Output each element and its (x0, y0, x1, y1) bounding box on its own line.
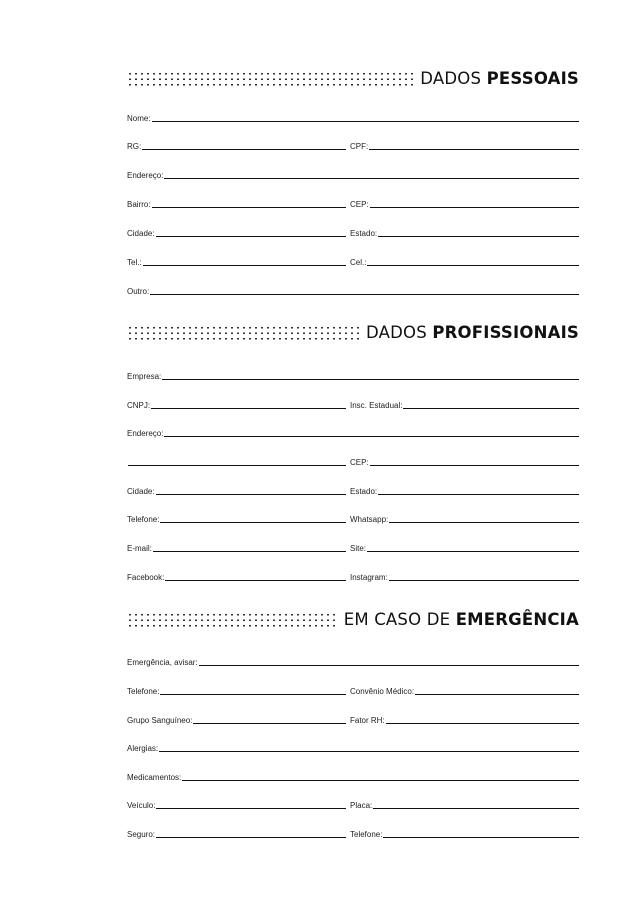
section-title-bold: PROFISSIONAIS (432, 323, 579, 342)
field-label: E-mail: (127, 544, 152, 553)
write-line[interactable] (151, 408, 346, 409)
field-label: Veículo: (127, 801, 156, 810)
field-label: RG: (127, 142, 142, 151)
form-row (127, 139, 579, 151)
write-line[interactable] (142, 149, 346, 150)
write-line[interactable] (152, 121, 579, 122)
write-line[interactable] (383, 837, 579, 838)
field-label: CEP: (350, 200, 369, 209)
field-label: CEP: (350, 458, 369, 467)
instagram-field[interactable] (350, 570, 579, 582)
write-line[interactable] (164, 436, 579, 437)
form-row (127, 284, 579, 296)
write-line[interactable] (165, 580, 346, 581)
form-row (127, 827, 579, 839)
cidade-field[interactable] (127, 226, 346, 238)
field-label: Cidade: (127, 487, 155, 496)
field-label: CPF: (350, 142, 369, 151)
write-line[interactable] (159, 751, 579, 752)
section-title-bold: PESSOAIS (486, 69, 579, 88)
write-line[interactable] (156, 808, 346, 809)
field-label: Emergência, avisar: (127, 658, 198, 667)
outro-field[interactable] (127, 284, 579, 296)
field-label: Endereço: (127, 171, 164, 180)
section-header-dados-profissionais (127, 322, 579, 344)
section-title (420, 68, 579, 90)
dot-pattern (127, 612, 339, 628)
form-row (127, 541, 579, 553)
insc-estadual-field[interactable] (350, 398, 579, 410)
field-label: Fator RH: (350, 716, 385, 725)
field-label: Bairro: (127, 200, 151, 209)
endereco-field[interactable] (127, 426, 579, 438)
write-line[interactable] (389, 580, 579, 581)
write-line[interactable] (182, 780, 579, 781)
form-row (127, 398, 579, 410)
facebook-field[interactable] (127, 570, 346, 582)
field-label: Nome: (127, 114, 151, 123)
write-line[interactable] (156, 837, 346, 838)
field-label: Convênio Médico: (350, 687, 415, 696)
write-line[interactable] (415, 694, 579, 695)
field-label: Empresa: (127, 372, 162, 381)
field-label: Estado: (350, 487, 378, 496)
convenio-medico-field[interactable] (350, 684, 579, 696)
field-label: Cidade: (127, 229, 155, 238)
medicamentos-field[interactable] (127, 770, 579, 782)
section-title (344, 609, 579, 631)
write-line[interactable] (370, 465, 579, 466)
write-line[interactable] (143, 265, 346, 266)
cnpj-field[interactable] (127, 398, 346, 410)
telefone-field[interactable] (127, 512, 346, 524)
grupo-sanguineo-field[interactable] (127, 713, 346, 725)
form-row (127, 484, 579, 496)
form-row (127, 570, 579, 582)
field-label: Estado: (350, 229, 378, 238)
write-line[interactable] (153, 551, 346, 552)
seguro-field[interactable] (127, 827, 346, 839)
form-row (127, 168, 579, 180)
dot-pattern (127, 71, 415, 87)
field-label: Site: (350, 544, 367, 553)
emergencia-avisar-field[interactable] (127, 655, 579, 667)
cidade-field[interactable] (127, 484, 346, 496)
endereco-continuation-field[interactable] (127, 455, 346, 467)
section-title-light: DADOS (420, 69, 487, 88)
bairro-field[interactable] (127, 197, 346, 209)
write-line[interactable] (373, 808, 579, 809)
section-title (366, 322, 579, 344)
field-label: Telefone: (127, 687, 160, 696)
section-header-dados-pessoais (127, 68, 579, 90)
write-line[interactable] (150, 294, 579, 295)
cep-field[interactable] (350, 455, 579, 467)
form-row (127, 111, 579, 123)
write-line[interactable] (162, 379, 579, 380)
write-line[interactable] (367, 551, 579, 552)
endereco-field[interactable] (127, 168, 579, 180)
field-label: Cel.: (350, 258, 367, 267)
write-line[interactable] (386, 723, 579, 724)
form-row (127, 684, 579, 696)
alergias-field[interactable] (127, 741, 579, 753)
write-line[interactable] (160, 522, 346, 523)
field-label: Telefone: (350, 830, 383, 839)
section-title-light: DADOS (366, 323, 433, 342)
field-label: Outro: (127, 287, 150, 296)
write-line[interactable] (160, 694, 346, 695)
field-label: Endereço: (127, 429, 164, 438)
section-title-bold: EMERGÊNCIA (455, 610, 579, 629)
field-label: Tel.: (127, 258, 142, 267)
field-label: Placa: (350, 801, 373, 810)
write-line[interactable] (152, 207, 346, 208)
form-row (127, 255, 579, 267)
estado-field[interactable] (350, 226, 579, 238)
form-row (127, 512, 579, 524)
write-line[interactable] (403, 408, 579, 409)
write-line[interactable] (378, 494, 579, 495)
form-row (127, 455, 579, 467)
form-row (127, 741, 579, 753)
form-row (127, 798, 579, 810)
rg-field[interactable] (127, 139, 346, 151)
field-label: Telefone: (127, 515, 160, 524)
field-label: Medicamentos: (127, 773, 182, 782)
form-row (127, 770, 579, 782)
field-label: Grupo Sanguíneo: (127, 716, 193, 725)
write-line[interactable] (378, 236, 579, 237)
field-label: CNPJ: (127, 401, 151, 410)
form-row (127, 226, 579, 238)
section-title-light: EM CASO DE (343, 610, 456, 629)
estado-field[interactable] (350, 484, 579, 496)
form-row (127, 426, 579, 438)
email-field[interactable] (127, 541, 346, 553)
field-label: Insc. Estadual: (350, 401, 403, 410)
form-row (127, 713, 579, 725)
write-line[interactable] (369, 149, 579, 150)
write-line[interactable] (193, 723, 346, 724)
cpf-field[interactable] (350, 139, 579, 151)
form-row (127, 655, 579, 667)
nome-field[interactable] (127, 111, 579, 123)
cep-field[interactable] (350, 197, 579, 209)
whatsapp-field[interactable] (350, 512, 579, 524)
write-line[interactable] (370, 207, 579, 208)
write-line[interactable] (156, 494, 346, 495)
site-field[interactable] (350, 541, 579, 553)
fator-rh-field[interactable] (350, 713, 579, 725)
form-row (127, 369, 579, 381)
form-row (127, 197, 579, 209)
field-label: Facebook: (127, 573, 165, 582)
tel-field[interactable] (127, 255, 346, 267)
seguro-telefone-field[interactable] (350, 827, 579, 839)
write-line[interactable] (128, 465, 346, 466)
veiculo-field[interactable] (127, 798, 346, 810)
field-label: Seguro: (127, 830, 156, 839)
cel-field[interactable] (350, 255, 579, 267)
telefone-field[interactable] (127, 684, 346, 696)
write-line[interactable] (156, 236, 346, 237)
field-label: Whatsapp: (350, 515, 389, 524)
field-label: Alergias: (127, 744, 159, 753)
write-line[interactable] (389, 522, 579, 523)
write-line[interactable] (367, 265, 579, 266)
field-label: Instagram: (350, 573, 388, 582)
write-line[interactable] (164, 178, 579, 179)
dot-pattern (127, 325, 361, 341)
section-header-emergencia (127, 609, 579, 631)
placa-field[interactable] (350, 798, 579, 810)
write-line[interactable] (199, 665, 579, 666)
empresa-field[interactable] (127, 369, 579, 381)
